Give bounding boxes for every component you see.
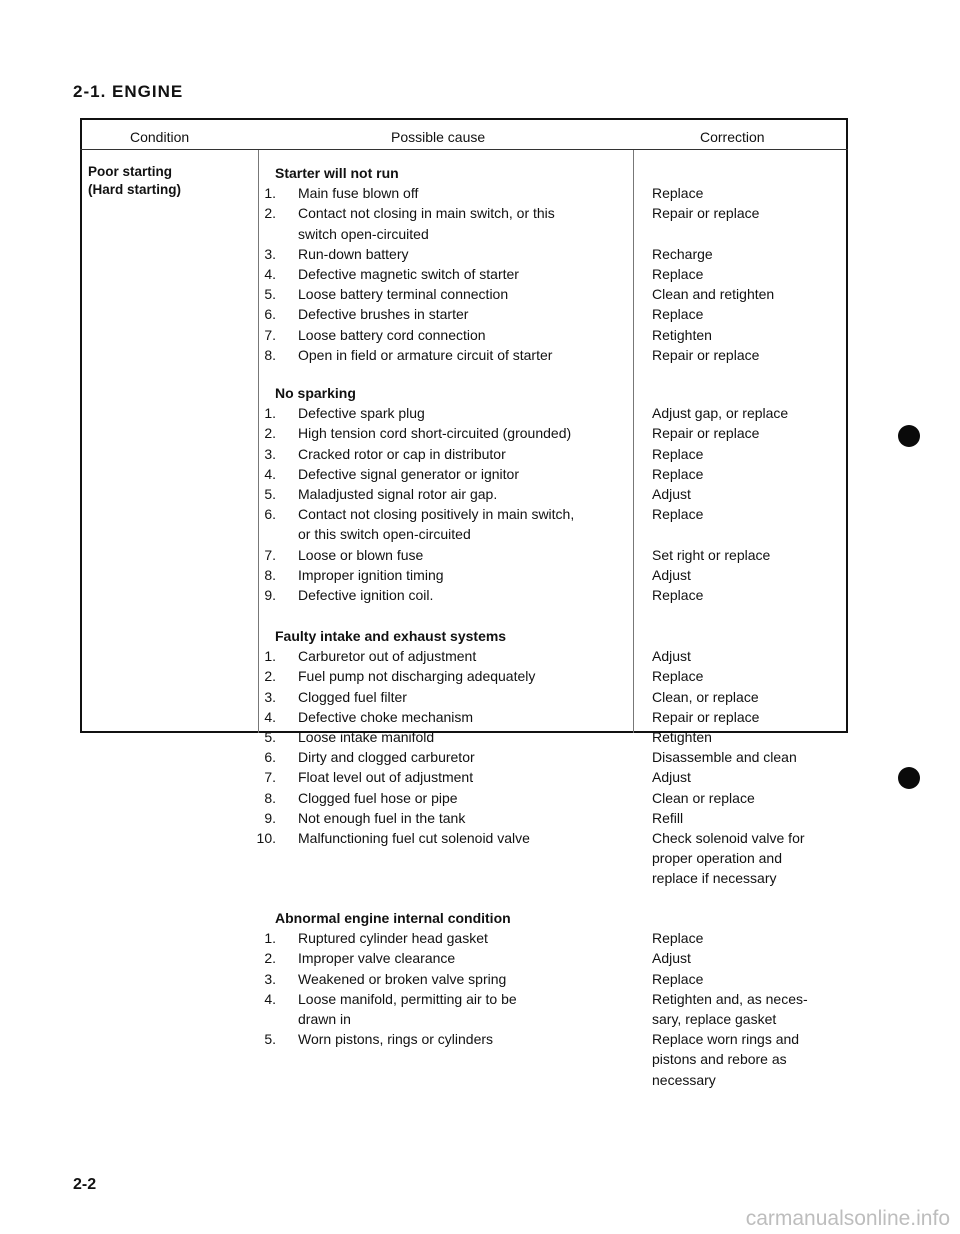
correction-text: Retighten xyxy=(652,729,712,745)
item-number: 6. xyxy=(264,506,276,523)
cause-text: Open in field or armature circuit of starter xyxy=(298,346,553,363)
correction-text: Check solenoid valve for xyxy=(652,830,805,846)
column-divider xyxy=(258,150,259,733)
item-number: 1. xyxy=(264,185,276,202)
cause-text: Clogged fuel hose or pipe xyxy=(298,789,458,806)
cause-text: Main fuse blown off xyxy=(298,185,419,202)
cause-text: Defective spark plug xyxy=(298,405,425,422)
item-number: 2. xyxy=(264,950,276,967)
cause-text: Carburetor out of adjustment xyxy=(298,648,477,665)
item-number: 4. xyxy=(264,465,276,482)
cause-text: switch open-circuited xyxy=(298,225,429,242)
correction-text: Replace xyxy=(652,465,704,482)
correction-text: Replace xyxy=(652,445,704,462)
item-number: 5. xyxy=(264,729,276,745)
item-number: 2. xyxy=(264,425,276,442)
correction-text: Replace xyxy=(652,506,704,523)
item-number: 4. xyxy=(264,708,276,725)
item-number: 3. xyxy=(264,445,276,462)
header-correction: Correction xyxy=(700,129,765,145)
correction-text: Refill xyxy=(652,809,684,826)
item-number: 10. xyxy=(256,830,276,846)
item-number: 4. xyxy=(264,990,276,1007)
correction-text: Replace xyxy=(652,185,704,202)
cause-text: Improper valve clearance xyxy=(298,950,456,967)
correction-text: Replace xyxy=(652,306,704,323)
correction-text: Adjust xyxy=(652,566,691,583)
item-number: 1. xyxy=(264,405,276,422)
cause-text: Fuel pump not discharging adequately xyxy=(298,668,536,685)
cause-text: Dirty and clogged carburetor xyxy=(298,749,475,766)
item-number: 2. xyxy=(264,205,276,222)
cause-text: Weakened or broken valve spring xyxy=(298,970,507,987)
condition-line-2: (Hard starting) xyxy=(88,182,182,197)
cause-text: Clogged fuel filter xyxy=(298,688,407,705)
correction-text: Retighten and, as neces- xyxy=(652,990,808,1007)
cause-text: Loose intake manifold xyxy=(298,729,435,745)
correction-text: Replace xyxy=(652,266,704,282)
item-number: 7. xyxy=(264,546,276,563)
cause-text: Defective signal generator or ignitor xyxy=(298,465,520,482)
correction-text: Replace xyxy=(652,930,704,947)
correction-text: Repair or replace xyxy=(652,708,760,725)
item-number: 1. xyxy=(264,930,276,947)
item-number: 8. xyxy=(264,789,276,806)
cause-text: Improper ignition timing xyxy=(298,566,444,583)
correction-text: Replace xyxy=(652,587,704,603)
cause-text: Defective choke mechanism xyxy=(298,708,474,725)
item-number: 1. xyxy=(264,648,276,665)
header-possible-cause: Possible cause xyxy=(391,129,486,145)
bullet-marker xyxy=(898,767,920,789)
cause-text: Maladjusted signal rotor air gap. xyxy=(298,486,498,502)
correction-text: Clean or replace xyxy=(652,789,755,806)
cause-text: Not enough fuel in the tank xyxy=(298,809,466,826)
cause-text: Defective brushes in starter xyxy=(298,306,469,323)
item-number: 9. xyxy=(264,809,276,826)
cause-group-title: Faulty intake and exhaust systems xyxy=(275,628,507,644)
header-divider xyxy=(80,149,848,150)
item-number: 8. xyxy=(264,346,276,363)
cause-text: High tension cord short-circuited (grounded) xyxy=(298,425,572,442)
correction-text: sary, replace gasket xyxy=(652,1011,777,1027)
item-number: 6. xyxy=(264,749,276,766)
correction-text: Set right or replace xyxy=(652,546,771,563)
cause-text: Contact not closing positively in main switch, xyxy=(298,506,575,523)
item-number: 5. xyxy=(264,1031,276,1048)
item-number: 3. xyxy=(264,245,276,262)
bullet-marker xyxy=(898,425,920,447)
correction-text: Repair or replace xyxy=(652,425,760,442)
correction-text: Replace xyxy=(652,668,704,685)
item-number: 3. xyxy=(264,970,276,987)
correction-text: Adjust xyxy=(652,769,691,786)
cause-text: Float level out of adjustment xyxy=(298,769,474,786)
correction-text: Adjust xyxy=(652,648,691,665)
correction-text: Retighten xyxy=(652,326,712,343)
correction-text: Clean and retighten xyxy=(652,286,775,303)
correction-text: Adjust xyxy=(652,486,691,502)
item-number: 7. xyxy=(264,769,276,786)
cause-text: Worn pistons, rings or cylinders xyxy=(298,1031,494,1048)
cause-group-title: Starter will not run xyxy=(275,165,399,181)
cause-text: drawn in xyxy=(298,1011,351,1027)
item-number: 8. xyxy=(264,566,276,583)
item-number: 9. xyxy=(264,587,276,603)
item-number: 7. xyxy=(264,326,276,343)
correction-text: Repair or replace xyxy=(652,346,760,363)
correction-text: Disassemble and clean xyxy=(652,749,797,766)
header-condition: Condition xyxy=(130,129,190,145)
cause-text: Contact not closing in main switch, or this xyxy=(298,205,555,222)
item-number: 2. xyxy=(264,668,276,685)
cause-text: Defective magnetic switch of starter xyxy=(298,266,519,282)
item-number: 6. xyxy=(264,306,276,323)
correction-text: Adjust gap, or replace xyxy=(652,405,789,422)
correction-text: pistons and rebore as xyxy=(652,1051,787,1068)
item-number: 3. xyxy=(264,688,276,705)
correction-text: necessary xyxy=(652,1071,716,1088)
column-divider xyxy=(633,150,634,733)
item-number: 4. xyxy=(264,266,276,282)
correction-text: proper operation and xyxy=(652,850,782,867)
correction-text: Recharge xyxy=(652,245,713,262)
cause-group-title: No sparking xyxy=(275,385,356,401)
cause-text: Defective ignition coil. xyxy=(298,587,434,603)
cause-text: Loose or blown fuse xyxy=(298,546,424,563)
correction-text: Replace worn rings and xyxy=(652,1031,800,1048)
cause-text: Run-down battery xyxy=(298,245,409,262)
cause-text: Malfunctioning fuel cut solenoid valve xyxy=(298,830,530,846)
correction-text: Replace xyxy=(652,970,704,987)
cause-text: Loose manifold, permitting air to be xyxy=(298,990,517,1007)
section-title: 2-1. ENGINE xyxy=(73,82,184,101)
cause-text: Ruptured cylinder head gasket xyxy=(298,930,488,947)
condition-line-1: Poor starting xyxy=(88,164,173,179)
correction-text: Clean, or replace xyxy=(652,688,759,705)
cause-text: Cracked rotor or cap in distributor xyxy=(298,445,506,462)
item-number: 5. xyxy=(264,286,276,303)
correction-text: Adjust xyxy=(652,950,691,967)
item-number: 5. xyxy=(264,486,276,502)
cause-group-title: Abnormal engine internal condition xyxy=(275,910,511,926)
cause-text: Loose battery cord connection xyxy=(298,326,486,343)
correction-text: Repair or replace xyxy=(652,205,760,222)
watermark: carmanualsonline.info xyxy=(745,1207,950,1230)
cause-text: Loose battery terminal connection xyxy=(298,286,509,303)
correction-text: replace if necessary xyxy=(652,870,777,887)
cause-text: or this switch open-circuited xyxy=(298,526,471,543)
page-number: 2-2 xyxy=(73,1176,97,1193)
